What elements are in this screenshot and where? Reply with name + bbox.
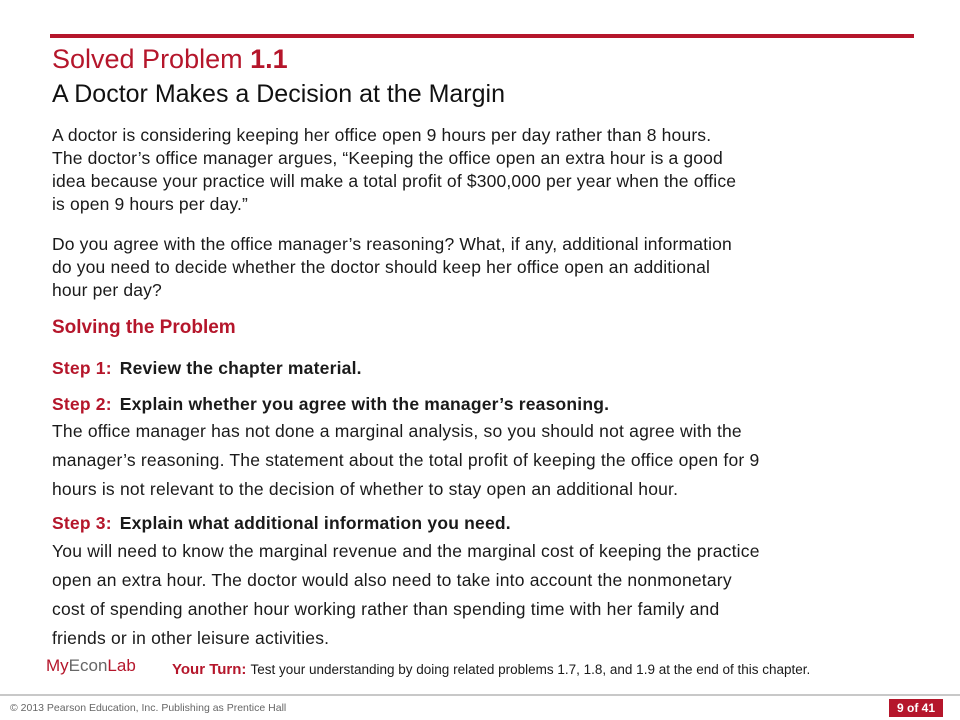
step-text: Explain what additional information you need. xyxy=(119,513,511,533)
your-turn-text: Test your understanding by doing related problems 1.7, 1.8, and 1.9 at the end of this chapter. xyxy=(250,662,811,677)
slide-subtitle: A Doctor Makes a Decision at the Margin xyxy=(52,80,505,108)
text-line: do you need to decide whether the doctor should keep her office open an additional xyxy=(52,257,711,277)
top-rule xyxy=(50,34,914,38)
page-number-badge: 9 of 41 xyxy=(889,699,943,717)
step-text: Explain whether you agree with the manager’s reasoning. xyxy=(119,394,610,414)
your-turn-note xyxy=(172,661,810,678)
step-3-body xyxy=(52,537,902,653)
text-line: manager’s reasoning. The statement about the total profit of keeping the office open for 9 xyxy=(52,450,760,470)
step-number: Step 1: xyxy=(52,358,112,378)
step-1 xyxy=(52,358,362,379)
text-line: The office manager has not done a marginal analysis, so you should not agree with the xyxy=(52,421,742,441)
text-line: hours is not relevant to the decision of whether to stay open an additional hour. xyxy=(52,479,679,499)
slide-title: Solved Problem 1.1 xyxy=(52,44,288,74)
step-number: Step 3: xyxy=(52,513,112,533)
text-line: open an extra hour. The doctor would also need to take into account the nonmonetary xyxy=(52,570,732,590)
bottom-rule xyxy=(0,694,960,696)
step-2 xyxy=(52,394,609,415)
step-text: Review the chapter material. xyxy=(119,358,362,378)
step-2-body xyxy=(52,417,902,504)
text-line: is open 9 hours per day.” xyxy=(52,194,249,214)
step-3 xyxy=(52,513,511,534)
copyright: © 2013 Pearson Education, Inc. Publishing as Prentice Hall xyxy=(10,702,287,714)
your-turn-label: Your Turn: xyxy=(172,661,247,678)
text-line: A doctor is considering keeping her office open 9 hours per day rather than 8 hours. xyxy=(52,125,712,145)
text-line: Do you agree with the office manager’s reasoning? What, if any, additional information xyxy=(52,234,732,254)
text-line: idea because your practice will make a total profit of $300,000 per year when the office xyxy=(52,171,737,191)
step-number: Step 2: xyxy=(52,394,112,414)
problem-paragraph xyxy=(52,124,882,216)
text-line: hour per day? xyxy=(52,280,162,300)
text-line: friends or in other leisure activities. xyxy=(52,628,330,648)
myeconlab-logo[interactable]: MyEconLab xyxy=(46,656,136,675)
question-paragraph xyxy=(52,233,882,302)
text-line: The doctor’s office manager argues, “Keeping the office open an extra hour is a good xyxy=(52,148,723,168)
text-line: cost of spending another hour working rather than spending time with her family and xyxy=(52,599,720,619)
text-line: You will need to know the marginal revenue and the marginal cost of keeping the practice xyxy=(52,541,760,561)
solving-heading: Solving the Problem xyxy=(52,317,236,338)
